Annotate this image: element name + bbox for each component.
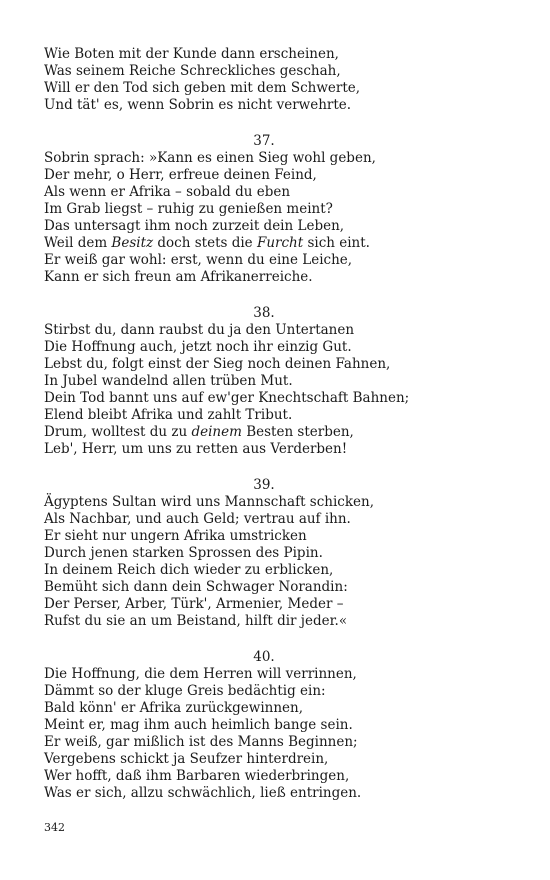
verse-line xyxy=(44,201,484,218)
verse-text: Bald könn' er Afrika zurückgewinnen, xyxy=(44,700,304,716)
verse-line xyxy=(44,373,484,390)
verse-line xyxy=(44,235,484,252)
verse-text: Die Hoffnung, die dem Herren will verrinnen, xyxy=(44,666,357,682)
emphasized-word: Besitz xyxy=(111,235,154,251)
verse-text: Das untersagt ihm noch zurzeit dein Leben, xyxy=(44,218,345,234)
verse-text: Stirbst du, dann raubst du ja den Untertanen xyxy=(44,322,355,338)
verse-line xyxy=(44,339,484,356)
verse-text: In Jubel wandelnd allen trüben Mut. xyxy=(44,373,293,389)
verse-line xyxy=(44,751,484,768)
verse-text: Er sieht nur ungern Afrika umstricken xyxy=(44,528,307,544)
verse-text: Der mehr, o Herr, erfreue deinen Feind, xyxy=(44,167,317,183)
verse-text: Als wenn er Afrika – sobald du eben xyxy=(44,184,291,200)
verse-line xyxy=(44,184,484,201)
verse-text: Er weiß, gar mißlich ist des Manns Beginnen; xyxy=(44,734,358,750)
verse-line xyxy=(44,167,484,184)
verse-line xyxy=(44,80,484,97)
page-number: 342 xyxy=(44,821,65,834)
verse-text: Wer hofft, daß ihm Barbaren wiederbringen, xyxy=(44,768,350,784)
verse-text: Die Hoffnung auch, jetzt noch ihr einzig Gut. xyxy=(44,339,352,355)
verse-line xyxy=(44,356,484,373)
verse-line xyxy=(44,545,484,562)
verse-text: Der Perser, Arber, Türk', Armenier, Meder – xyxy=(44,596,344,612)
verse-line xyxy=(44,63,484,80)
verse-text: Leb', Herr, um uns zu retten aus Verderben! xyxy=(44,441,348,457)
verse-line xyxy=(44,579,484,596)
verse-text: Wie Boten mit der Kunde dann erscheinen, xyxy=(44,46,339,62)
verse-line xyxy=(44,407,484,424)
verse-text: Drum, wolltest du zu xyxy=(44,424,192,440)
verse-text: Im Grab liegst – ruhig zu genießen meint? xyxy=(44,201,333,217)
verse-text: sich eint. xyxy=(303,235,370,251)
verse-line xyxy=(44,494,484,511)
verse-line xyxy=(44,218,484,235)
verse-line xyxy=(44,322,484,339)
verse-text: Kann er sich freun am Afrikanerreiche. xyxy=(44,269,313,285)
verse-line xyxy=(44,596,484,613)
stanza xyxy=(44,46,484,114)
verse-text: Meint er, mag ihm auch heimlich bange sein. xyxy=(44,717,353,733)
verse-text: Und tät' es, wenn Sobrin es nicht verwehrte. xyxy=(44,97,352,113)
verse-text: Dein Tod bannt uns auf ew'ger Knechtschaft Bahnen; xyxy=(44,390,410,406)
verse-line xyxy=(44,562,484,579)
verse-text: Elend bleibt Afrika und zahlt Tribut. xyxy=(44,407,293,423)
verse-text: Lebst du, folgt einst der Sieg noch deinen Fahnen, xyxy=(44,356,391,372)
verse-text: Dämmt so der kluge Greis bedächtig ein: xyxy=(44,683,326,699)
verse-line xyxy=(44,511,484,528)
verse-text: Was seinem Reiche Schreckliches geschah, xyxy=(44,63,341,79)
verse-line xyxy=(44,683,484,700)
stanza xyxy=(44,477,484,630)
verse-text: Ägyptens Sultan wird uns Mannschaft schicken, xyxy=(44,494,374,510)
verse-line xyxy=(44,613,484,630)
verse-text: Weil dem xyxy=(44,235,112,251)
emphasized-word: Furcht xyxy=(256,235,304,251)
verse-text: Er weiß gar wohl: erst, wenn du eine Leiche, xyxy=(44,252,353,268)
verse-line xyxy=(44,269,484,286)
verse-line xyxy=(44,97,484,114)
verse-line xyxy=(44,717,484,734)
verse-text: Besten sterben, xyxy=(241,424,354,440)
verse-line xyxy=(44,700,484,717)
stanza-number: 37. xyxy=(253,133,275,149)
verse-text: Vergebens schickt ja Seufzer hinterdrein, xyxy=(44,751,329,767)
verse-text: Was er sich, allzu schwächlich, ließ entringen. xyxy=(44,785,362,801)
verse-text: In deinem Reich dich wieder zu erblicken, xyxy=(44,562,334,578)
verse-line xyxy=(44,666,484,683)
verse-text: Durch jenen starken Sprossen des Pipin. xyxy=(44,545,323,561)
stanza xyxy=(44,649,484,802)
verse-text: Bemüht sich dann dein Schwager Norandin: xyxy=(44,579,348,595)
verse-line xyxy=(44,441,484,458)
verse-line xyxy=(44,785,484,802)
verse-line xyxy=(44,252,484,269)
verse-line xyxy=(44,46,484,63)
verse-line xyxy=(44,150,484,167)
verse-line xyxy=(44,768,484,785)
verse-text: doch stets die xyxy=(153,235,257,251)
stanza xyxy=(44,305,484,458)
stanza-number: 38. xyxy=(253,305,275,321)
verse-text: Sobrin sprach: »Kann es einen Sieg wohl geben, xyxy=(44,150,376,166)
verse-text: Rufst du sie an um Beistand, hilft dir jeder.« xyxy=(44,613,348,629)
poem-text xyxy=(44,46,484,802)
verse-line xyxy=(44,734,484,751)
verse-line xyxy=(44,424,484,441)
stanza-number: 39. xyxy=(253,477,275,493)
verse-text: Als Nachbar, und auch Geld; vertrau auf ihn. xyxy=(44,511,351,527)
stanza xyxy=(44,133,484,286)
stanza-number: 40. xyxy=(253,649,275,665)
verse-text: Will er den Tod sich geben mit dem Schwerte, xyxy=(44,80,361,96)
verse-line xyxy=(44,390,484,407)
emphasized-word: deinem xyxy=(191,424,242,440)
verse-line xyxy=(44,528,484,545)
